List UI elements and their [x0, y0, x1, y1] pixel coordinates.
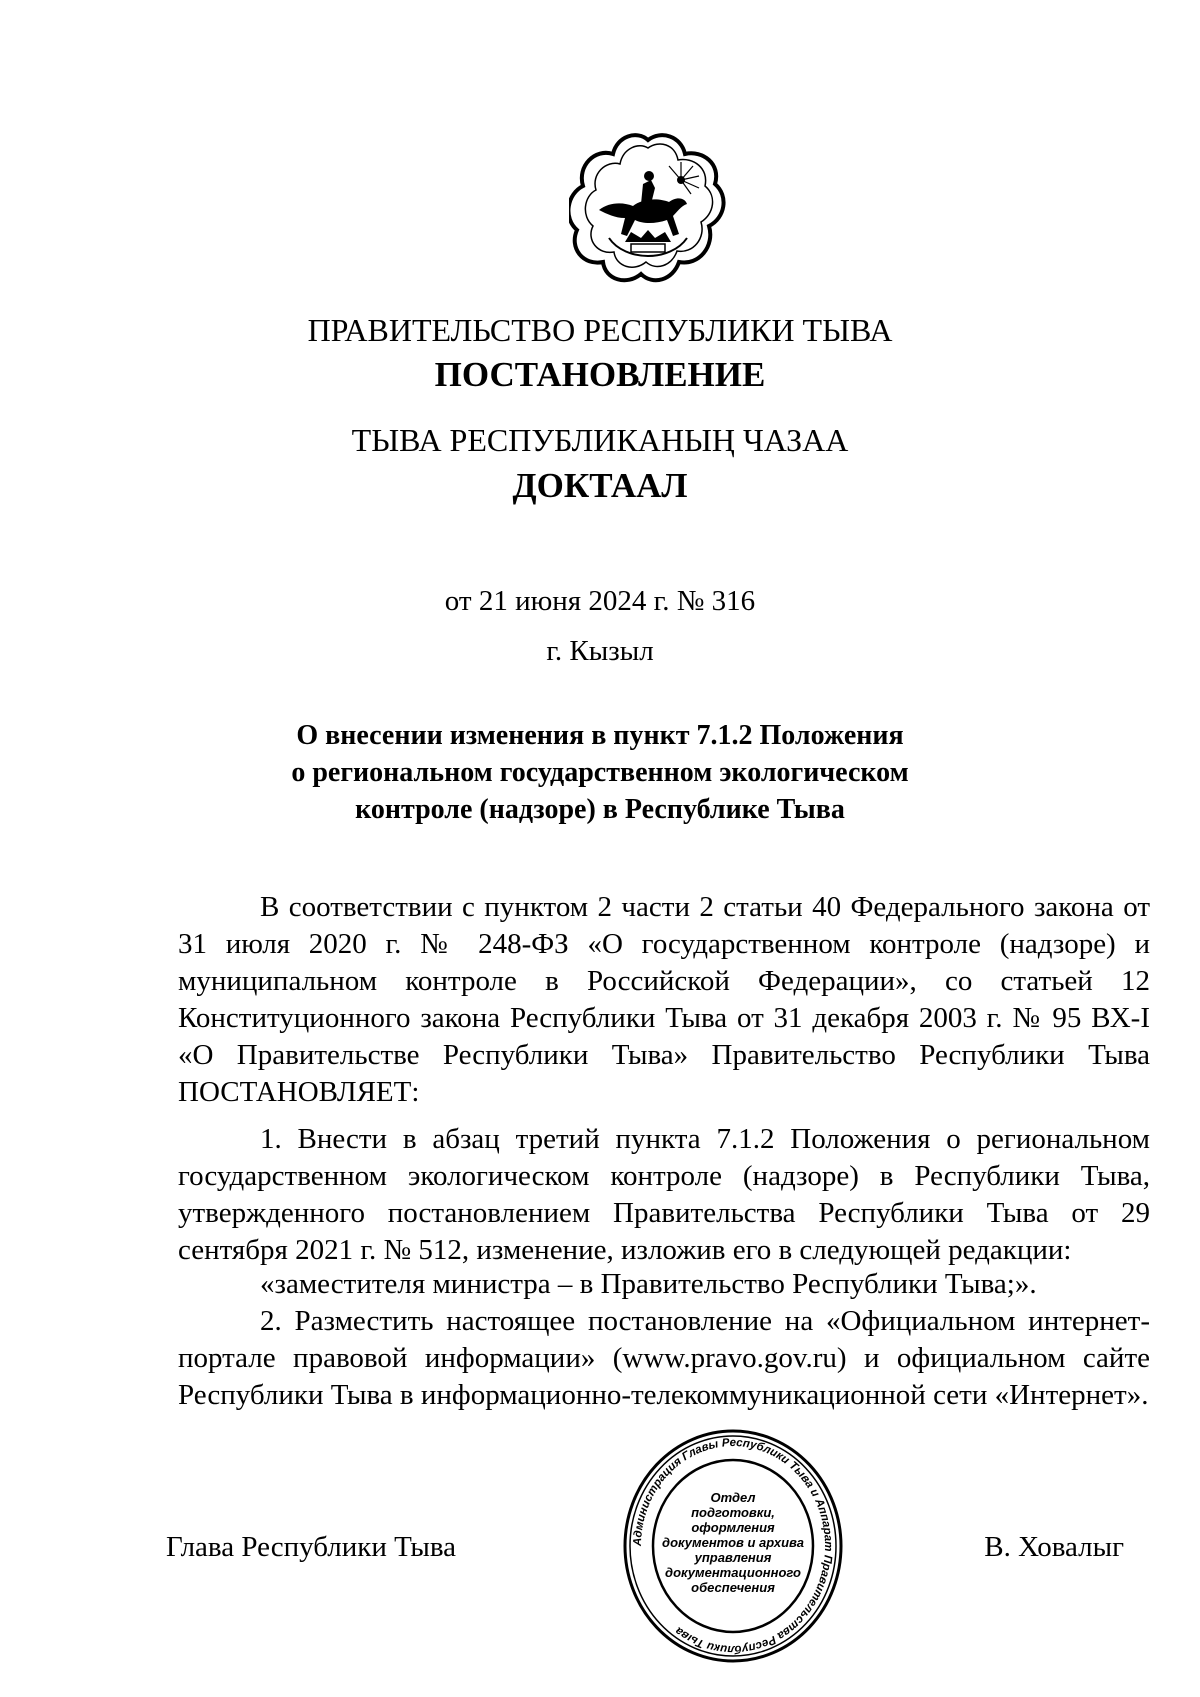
government-name-tyv: ТЫВА РЕСПУБЛИКАНЫҢ ЧАЗАА — [351, 422, 849, 458]
stamp-center-line: управления — [694, 1550, 772, 1565]
document-city: г. Кызыл — [546, 635, 654, 667]
document-title-line: О внесении изменения в пункт 7.1.2 Положения — [296, 720, 904, 751]
stamp-center-line: оформления — [691, 1520, 775, 1535]
tuva-emblem-icon — [569, 132, 727, 284]
stamp-center-line: обеспечения — [691, 1580, 775, 1595]
item-1-quote: «заместителя министра – в Правительство Республики Тыва;». — [260, 1268, 1037, 1300]
stamp-center-line: документационного — [665, 1565, 801, 1580]
document-date-number: от 21 июня 2024 г. № 316 — [444, 585, 756, 617]
stamp-center-line: подготовки, — [691, 1505, 775, 1520]
preamble-paragraph: В соответствии с пунктом 2 части 2 статьи 40 Федерального закона от 31 июля 2020 г. № 248-ФЗ «О государственном контроле (надзоре) и муниципальном контроле в Российской Федерации», со статьей 12 Конституционного закона Республики Тыва от 31 декабря 2003 г. № 95 ВХ-I «О Правительстве Республики Тыва» Правительство Республики Тыва ПОСТАНОВЛЯЕТ: — [178, 891, 1150, 1108]
government-name-ru: ПРАВИТЕЛЬСТВО РЕСПУБЛИКИ ТЫВА — [307, 312, 893, 348]
item-2-paragraph: 2. Разместить настоящее постановление на «Официальном интернет-портале правовой информации» (www.pravo.gov.ru) и официальном сайте Республики Тыва в информационно-телекоммуникационной сети «Интернет». — [178, 1305, 1150, 1411]
document-title-line: о региональном государственном экологическом — [291, 757, 909, 788]
stamp-center-text — [640, 1490, 826, 1595]
stamp-center-line: Отдел — [710, 1490, 756, 1505]
document-type-ru: ПОСТАНОВЛЕНИЕ — [434, 355, 766, 394]
item-1-paragraph: 1. Внести в абзац третий пункта 7.1.2 Положения о региональном государственном экологическом контроле (надзоре) в Республики Тыва, утвержденного постановлением Правительства Республики Тыва от 29 сентября 2021 г. № 512, изменение, изложив его в следующей редакции: — [178, 1123, 1150, 1266]
signatory-position: Глава Республики Тыва — [166, 1531, 457, 1563]
stamp-center-line: документов и архива — [662, 1535, 804, 1550]
stamp-ring-text: Администрация Главы Республики Тыва и Аппарат Правительства Республики Тыва — [631, 1436, 835, 1656]
document-title-line: контроле (надзоре) в Республике Тыва — [355, 794, 845, 825]
signatory-name: В. Ховалыг — [984, 1531, 1124, 1563]
document-type-tyv: ДОКТААЛ — [512, 466, 688, 505]
